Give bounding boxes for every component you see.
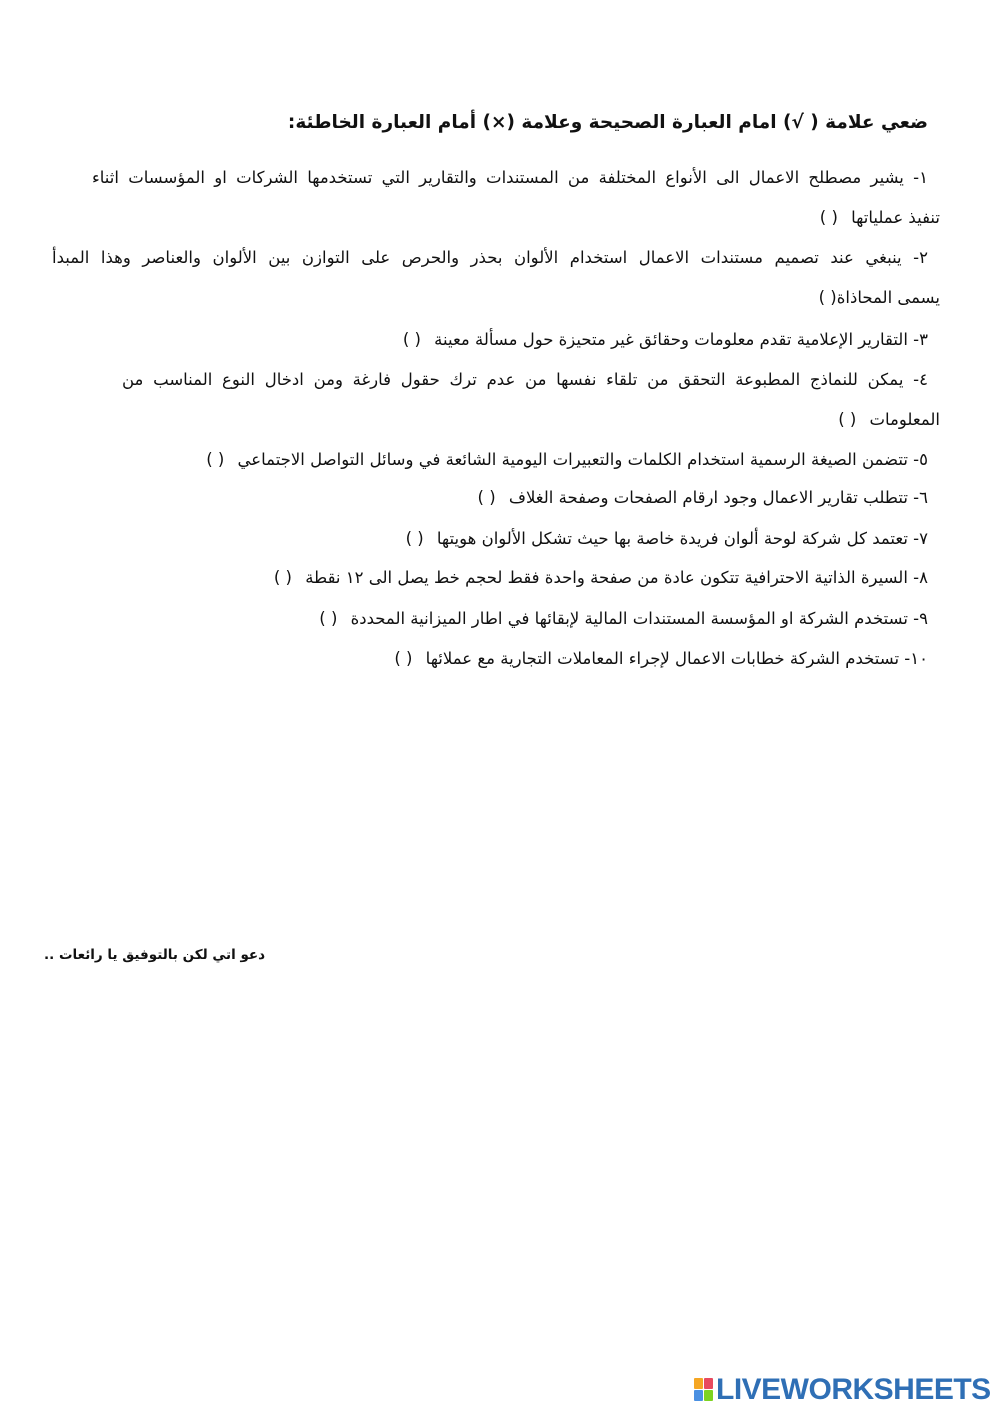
statement-5 [198,446,928,474]
answer-blank-5[interactable]: ( ) [206,450,225,469]
answer-blank-6[interactable]: ( ) [477,488,496,507]
statement-4-line-2 [830,406,940,434]
statement-9-text: ٩- تستخدم الشركة او المؤسسة المستندات المالية لإبقائها في اطار الميزانية المحددة [350,609,928,628]
statement-9 [311,605,928,633]
statement-7-text: ٧- تعتمد كل شركة لوحة ألوان فريدة خاصة بها حيث تشكل الألوان هويتها [436,529,928,548]
answer-blank-7[interactable]: ( ) [405,529,424,548]
statement-8 [266,564,928,592]
answer-blank-3[interactable]: ( ) [402,330,421,349]
answer-blank-1[interactable]: ( ) [819,208,838,227]
statement-10-text: ١٠- تستخدم الشركة خطابات الاعمال لإجراء المعاملات التجارية مع عملائها [425,649,928,668]
statement-4-text-end: المعلومات [869,410,940,429]
logo-text: LIVEWORKSHEETS [716,1373,991,1406]
statement-1-text-end: تنفيذ عملياتها [851,208,940,227]
answer-blank-9[interactable]: ( ) [319,609,338,628]
statement-5-text: ٥- تتضمن الصيغة الرسمية استخدام الكلمات والتعبيرات اليومية الشائعة في وسائل التواصل الاجتماعي [237,450,928,469]
statement-7 [398,525,928,553]
answer-blank-10[interactable]: ( ) [394,649,413,668]
logo-blocks-icon [694,1378,714,1402]
statement-8-text: ٨- السيرة الذاتية الاحترافية تتكون عادة من صفحة واحدة فقط لحجم خط يصل الى ١٢ نقطة [305,568,928,587]
statement-6-text: ٦- تتطلب تقارير الاعمال وجود ارقام الصفحات وصفحة الغلاف [508,488,928,507]
statement-2-line-2[interactable]: يسمى المحاذاة( ) [818,288,940,307]
instructions-title: ضعي علامة ( √) امام العبارة الصحيحة وعلامة (×) أمام العبارة الخاطئة: [287,112,928,133]
liveworksheets-logo[interactable] [694,1374,991,1406]
statement-10 [386,645,928,673]
answer-blank-8[interactable]: ( ) [273,568,292,587]
statement-2-line-1: ٢- ينبغي عند تصميم مستندات الاعمال استخدام الألوان بحذر والحرص على التوازن بين الألوان والعناصر وهذا المبدأ [52,248,928,267]
closing-note: دعو اتي لكن بالتوفيق يا رائعات .. [44,947,266,963]
statement-6 [470,484,928,512]
statement-1-line-2 [812,204,940,232]
statement-3 [395,326,928,354]
statement-1-line-1: ١- يشير مصطلح الاعمال الى الأنواع المختلفة من المستندات والتقارير التي تستخدمها الشركات او المؤسسات اثناء [92,168,928,187]
statement-4-line-1: ٤- يمكن للنماذج المطبوعة التحقق من تلقاء نفسها من عدم ترك حقول فارغة ومن ادخال النوع المناسب من [122,370,928,389]
statement-3-text: ٣- التقارير الإعلامية تقدم معلومات وحقائق غير متحيزة حول مسألة معينة [434,330,928,349]
answer-blank-4[interactable]: ( ) [838,410,857,429]
